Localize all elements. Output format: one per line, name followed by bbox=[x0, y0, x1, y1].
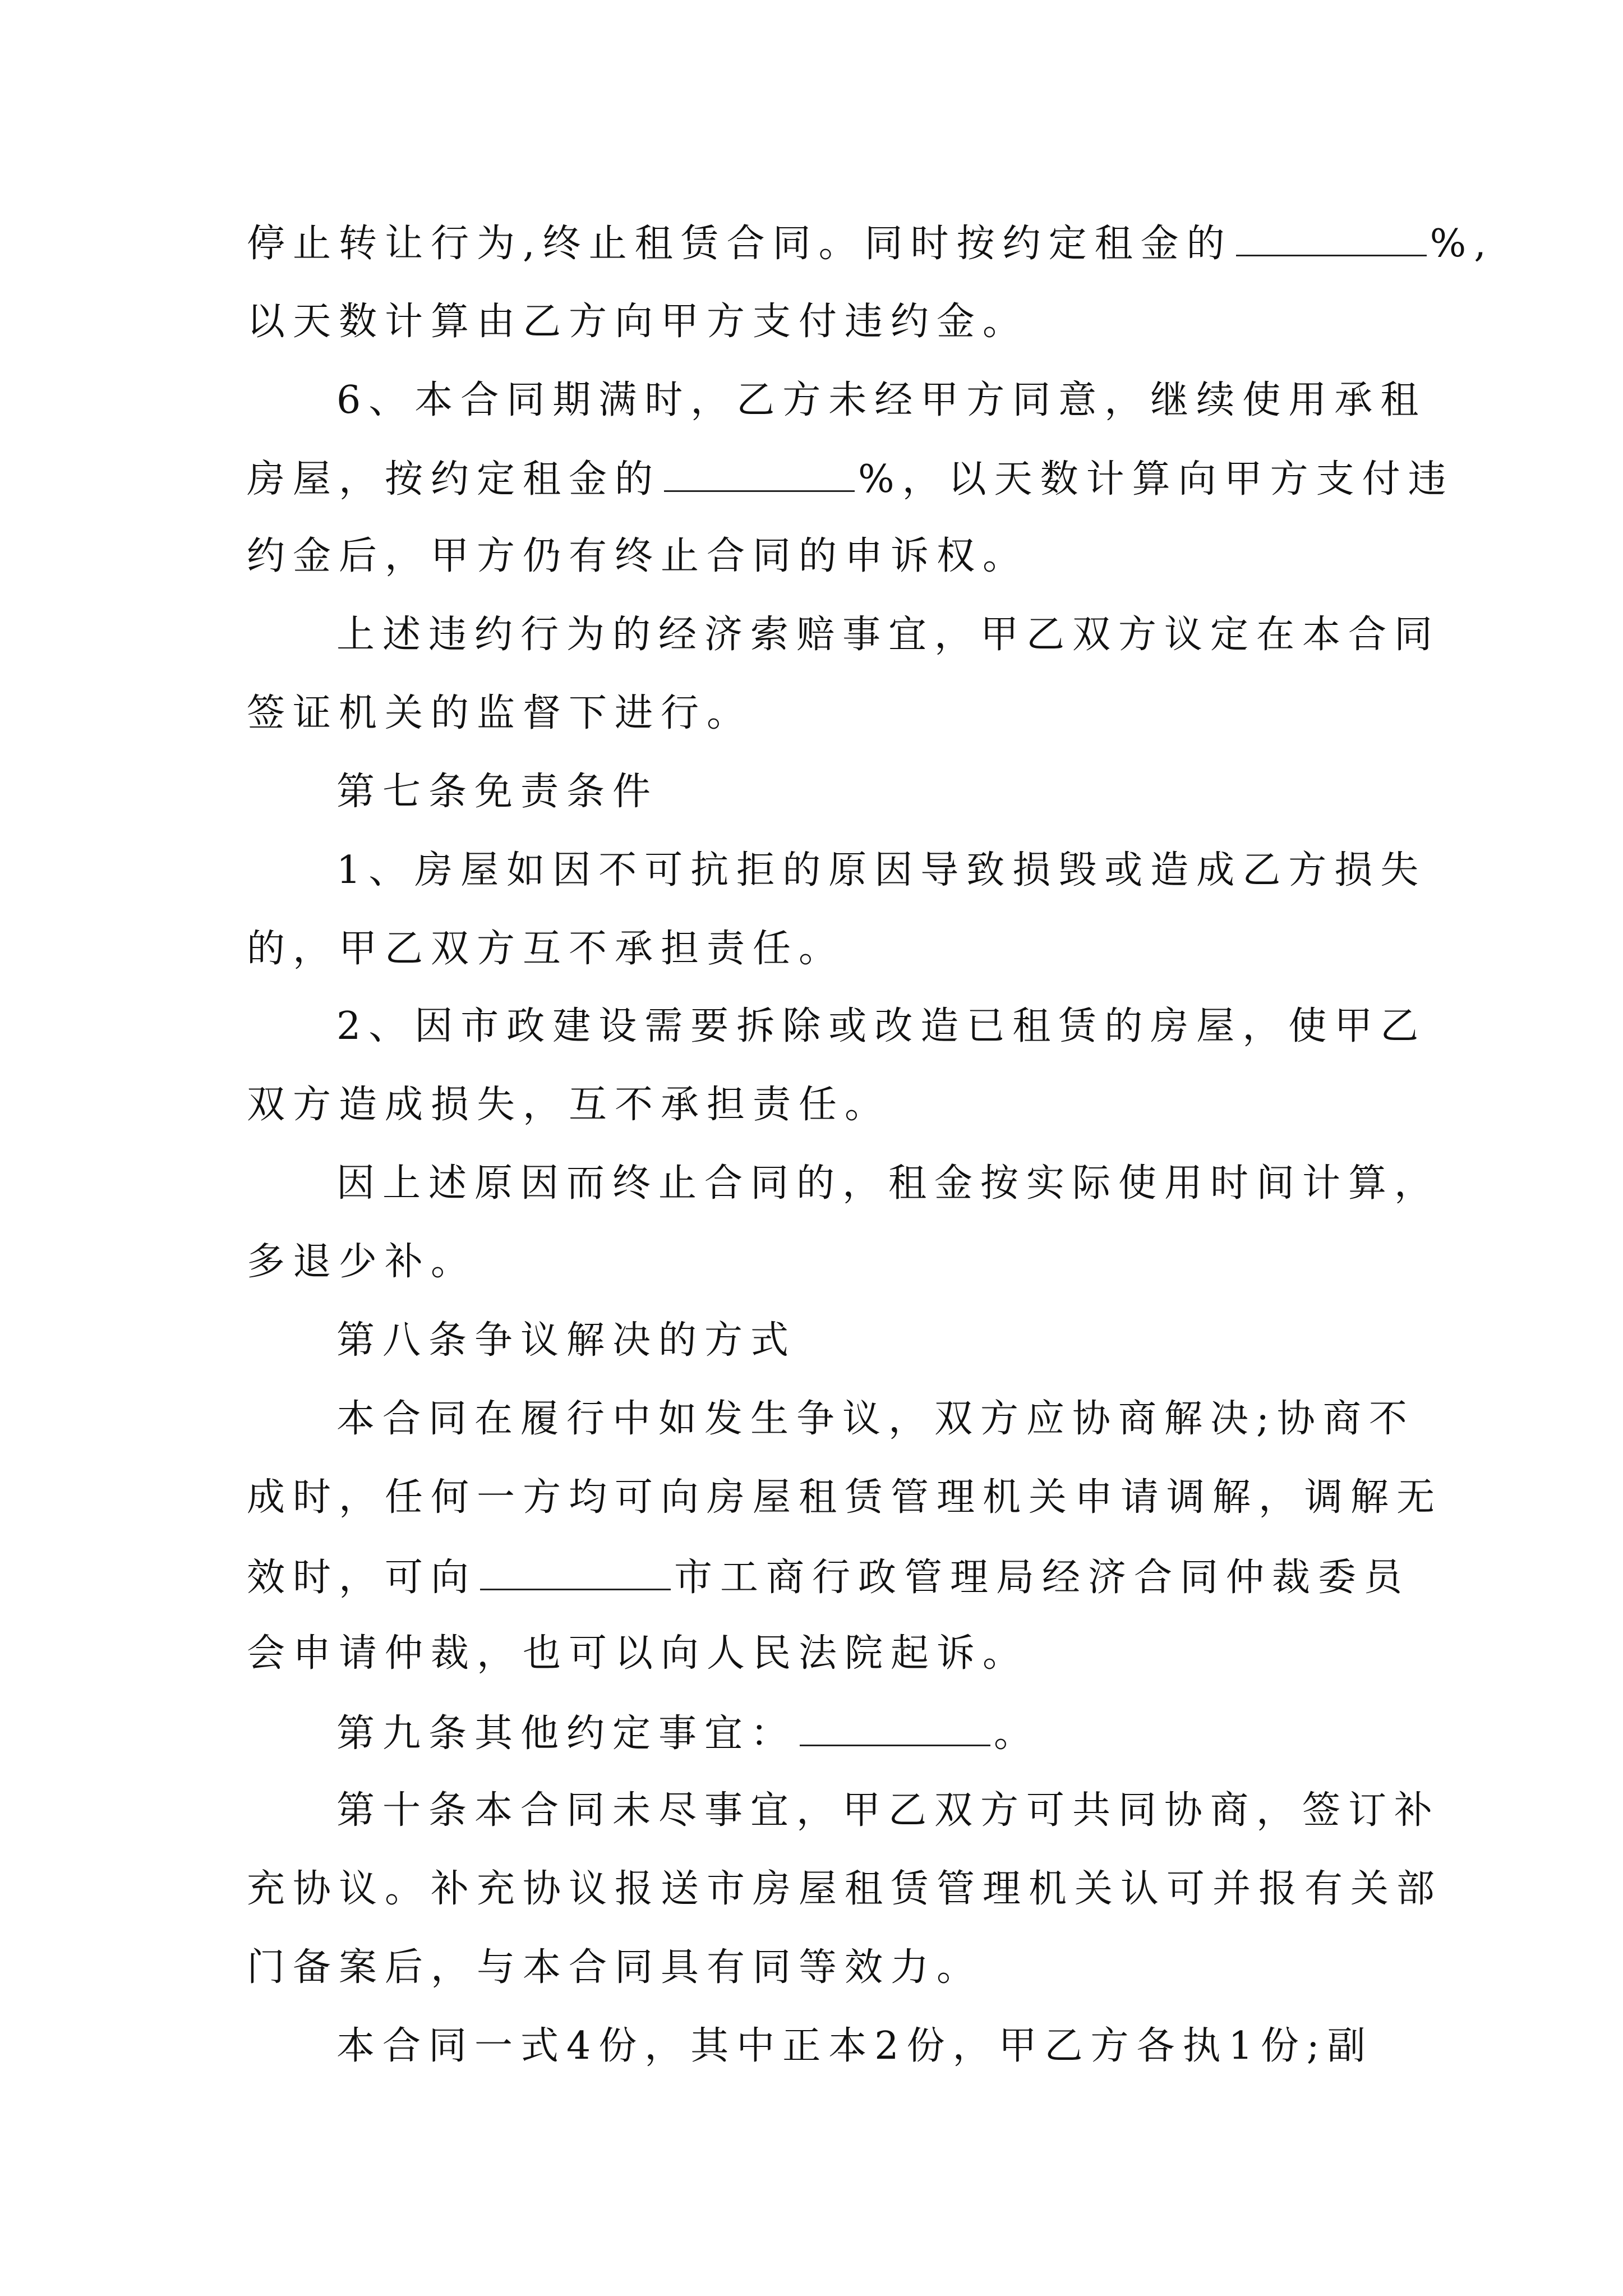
section-heading: 第八条争议解决的方式 bbox=[336, 1318, 797, 1363]
text-line: 上述违约行为的经济索赔事宜，甲乙双方议定在本合同 bbox=[336, 613, 1441, 657]
line-text: %，以天数计算向甲方支付违 bbox=[858, 457, 1454, 501]
text-line: 第十条本合同未尽事宜，甲乙双方可共同协商，签订补 bbox=[336, 1788, 1441, 1833]
text-line: 双方造成损失，互不承担责任。 bbox=[247, 1083, 891, 1127]
text-line: 约金后，甲方仍有终止合同的申诉权。 bbox=[247, 534, 1029, 578]
text-line: 本合同在履行中如发生争议，双方应协商解决;协商不 bbox=[336, 1397, 1415, 1441]
text-line: 以天数计算由乙方向甲方支付违约金。 bbox=[247, 300, 1029, 344]
fill-blank bbox=[664, 459, 855, 492]
text-line bbox=[247, 222, 1494, 266]
text-line: 6、本合同期满时，乙方未经甲方同意，继续使用承租 bbox=[336, 378, 1427, 422]
text-line: 因上述原因而终止合同的，租金按实际使用时间计算， bbox=[336, 1161, 1441, 1205]
line-text: 。 bbox=[994, 1711, 1040, 1756]
text-line: 成时，任何一方均可向房屋租赁管理机关申请调解，调解无 bbox=[247, 1475, 1443, 1520]
text-line: 本合同一式4份，其中正本2份，甲乙方各执1份;副 bbox=[336, 2024, 1373, 2068]
line-text: 市工商行政管理局经济合同仲裁委员 bbox=[674, 1556, 1410, 1600]
line-text: 停止转让行为,终止租赁合同。同时按约定租金的 bbox=[247, 222, 1233, 266]
text-line: 多退少补。 bbox=[247, 1240, 477, 1284]
text-line: 门备案后，与本合同具有同等效力。 bbox=[247, 1945, 983, 1990]
text-line: 签证机关的监督下进行。 bbox=[247, 691, 753, 735]
text-line: 的，甲乙双方互不承担责任。 bbox=[247, 927, 845, 971]
fill-blank bbox=[1236, 223, 1427, 256]
line-text: %, bbox=[1430, 222, 1494, 266]
fill-blank bbox=[480, 1557, 671, 1590]
fill-blank bbox=[800, 1713, 990, 1746]
line-text: 房屋，按约定租金的 bbox=[247, 457, 661, 501]
text-line: 2、因市政建设需要拆除或改造已租赁的房屋，使甲乙 bbox=[336, 1004, 1427, 1048]
text-line bbox=[336, 1711, 1040, 1756]
text-line: 会申请仲裁，也可以向人民法院起诉。 bbox=[247, 1631, 1029, 1676]
text-line: 充协议。补充协议报送市房屋租赁管理机关认可并报有关部 bbox=[247, 1867, 1443, 1911]
section-heading: 第七条免责条件 bbox=[336, 770, 659, 814]
line-text: 效时，可向 bbox=[247, 1556, 477, 1600]
text-line bbox=[247, 1556, 1410, 1600]
text-line bbox=[247, 459, 1454, 499]
text-line: 1、房屋如因不可抗拒的原因导致损毁或造成乙方损失 bbox=[336, 848, 1427, 892]
line-text: 第九条其他约定事宜： bbox=[336, 1711, 797, 1756]
